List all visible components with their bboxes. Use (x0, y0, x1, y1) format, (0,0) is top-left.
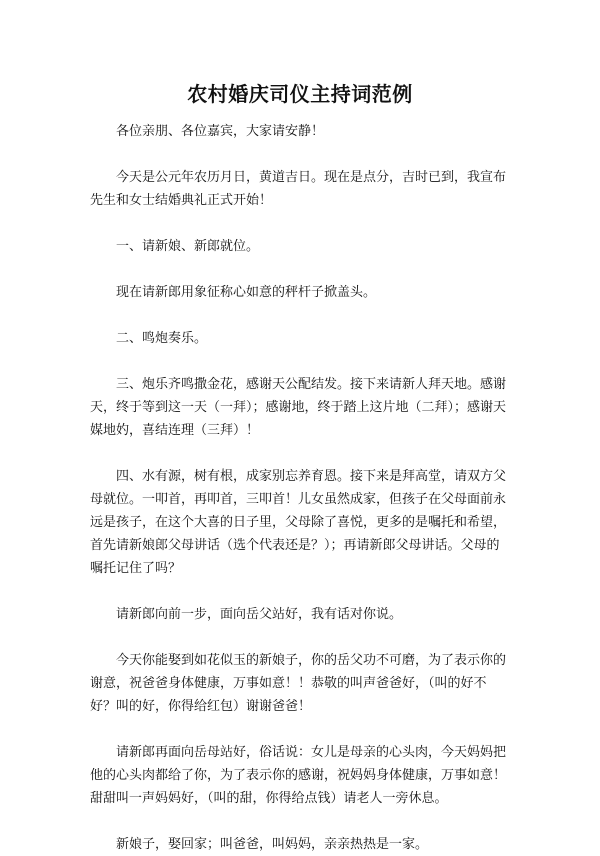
document-title: 农村婚庆司仪主持词范例 (187, 82, 413, 106)
paragraph-veil: 现在请新郎用象征称心如意的秤杆子掀盖头。 (116, 285, 377, 300)
paragraph-step-one: 一、请新娘、新郎就位。 (116, 239, 260, 254)
paragraph-greeting: 各位亲朋、各位嘉宾，大家请安静！ (116, 124, 325, 139)
paragraph-step-four: 四、水有源，树有根，成家别忘养育恩。接下来是拜高堂，请双方父母就位。一叩首，再叩首，三叩首！儿女虽然成家，但孩子在父母面前永远是孩子，在这个大喜的日子里，父母除了喜悦，更多的是嘱托和希望，首先请新娘郎父母讲话（选个代表还是？）；再请新郎父母讲话。父母的嘱托记住了吗？ (90, 469, 507, 576)
paragraph-step-two: 二、鸣炮奏乐。 (116, 331, 208, 346)
paragraph-mother-in-law: 请新郎再面向岳母站好，俗话说：女儿是母亲的心头肉，今天妈妈把他的心头肉都给了你，为了表示你的感谢，祝妈妈身体健康，万事如意！甜甜叫一声妈妈好，（叫的甜，你得给点钱）请老人一旁休息。 (90, 745, 507, 806)
paragraph-opening: 今天是公元年农历月日，黄道吉日。现在是点分，吉时已到，我宣布先生和女士结婚典礼正式开始！ (90, 170, 507, 208)
paragraph-step-three: 三、炮乐齐鸣撒金花，感谢天公配结发。接下来请新人拜天地。感谢天，终于等到这一天（一拜）；感谢地，终于踏上这片地（二拜）；感谢天媒地妁，喜结连理（三拜）！ (90, 377, 507, 438)
paragraph-groom-step: 请新郎向前一步，面向岳父站好，我有话对你说。 (116, 607, 403, 622)
document-body (90, 120, 510, 856)
paragraph-family: 新娘子，娶回家；叫爸爸，叫妈妈，亲亲热热是一家。 (116, 837, 429, 852)
paragraph-father-in-law: 今天你能娶到如花似玉的新娘子，你的岳父功不可磨，为了表示你的谢意，祝爸爸身体健康，万事如意！！恭敬的叫声爸爸好，（叫的好不好？叫的好，你得给红包）谢谢爸爸！ (90, 653, 507, 714)
